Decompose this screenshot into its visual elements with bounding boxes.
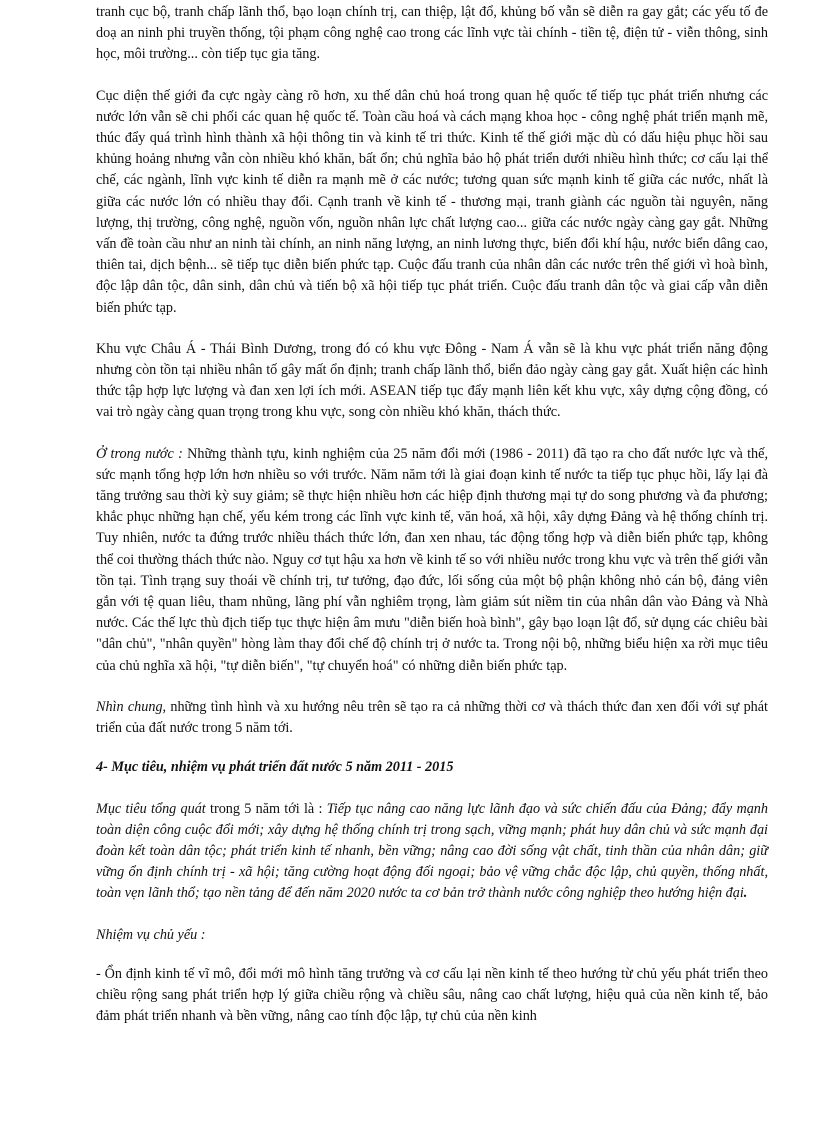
paragraph-world-situation: Cục diện thế giới đa cực ngày càng rõ hơn, xu thế dân chủ hoá trong quan hệ quốc tế tiếp tục phát triển nhưng các nước lớn vẫn sẽ chi phối các quan hệ quốc tế. Toàn cầu hoá và cách mạng khoa học - công nghệ phát triển mạnh mẽ, thúc đẩy quá trình hình thành xã hội thông tin và kinh tế tri thức. Kinh tế thế giới mặc dù có dấu hiệu phục hồi sau khủng hoảng nhưng vẫn còn nhiều khó khăn, bất ổn; chủ nghĩa bảo hộ phát triển dưới nhiều hình thức; cơ cấu lại thể chế, các ngành, lĩnh vực kinh tế diễn ra mạnh mẽ ở các nước; tương quan sức mạnh kinh tế giữa các nước, nhất là giữa các nước lớn có nhiều thay đổi. Cạnh tranh về kinh tế - thương mại, tranh giành các nguồn tài nguyên, năng lượng, thị trường, công nghệ, nguồn vốn, nguồn nhân lực chất lượng cao... giữa các nước ngày càng gay gắt. Những vấn đề toàn cầu như an ninh tài chính, an ninh năng lượng, an ninh lương thực, biến đổi khí hậu, nước biển dâng cao, thiên tai, dịch bệnh... sẽ tiếp tục diễn biến phức tạp. Cuộc đấu tranh của nhân dân các nước trên thế giới vì hoà bình, độc lập dân tộc, dân sinh, dân chủ và tiến bộ xã hội tiếp tục phát triển. Cuộc đấu tranh dân tộc và giai cấp vẫn diễn biến phức tạp. <box>96 87 768 316</box>
paragraph-summary-lead: Nhìn chung, <box>96 698 167 715</box>
paragraph-asia-pacific: Khu vực Châu Á - Thái Bình Dương, trong đó có khu vực Đông - Nam Á vẫn sẽ là khu vực phát triển năng động nhưng còn tồn tại nhiều nhân tố gây mất ổn định; tranh chấp lãnh thổ, biển đảo ngày càng gay gắt. Xuất hiện các hình thức tập hợp lực lượng và đan xen lợi ích mới. ASEAN tiếp tục đẩy mạnh liên kết khu vực, xây dựng cộng đồng, có vai trò ngày càng quan trọng trong khu vực, song còn nhiều khó khăn, thách thức. <box>96 340 768 421</box>
document-page <box>96 2 768 1047</box>
paragraph-domestic <box>96 444 768 677</box>
tasks-label: Nhiệm vụ chủ yếu : <box>96 926 206 943</box>
paragraph-summary <box>96 697 768 739</box>
general-goal-end: . <box>743 885 748 902</box>
general-goal-lead: Mục tiêu tổng quát <box>96 800 206 817</box>
paragraph-domestic-body: Những thành tựu, kinh nghiệm của 25 năm đổi mới (1986 - 2011) đã tạo ra cho đất nước lực và thế, sức mạnh tổng hợp lớn hơn nhiều so với trước. Năm năm tới là giai đoạn kinh tế nước ta tiếp tục phục hồi, lấy lại đà tăng trưởng sau thời kỳ suy giảm; sẽ thực hiện nhiều hơn các hiệp định thương mại tự do song phương và đa phương; khắc phục những hạn chế, yếu kém trong các lĩnh vực kinh tế, văn hoá, xã hội, xây dựng Đảng và hệ thống chính trị. Tuy nhiên, nước ta đứng trước nhiều thách thức lớn, đan xen nhau, tác động tổng hợp và diễn biến phức tạp, không thể coi thường thách thức nào. Nguy cơ tụt hậu xa hơn về kinh tế so với nhiều nước trong khu vực và trên thế giới vẫn tồn tại. Tình trạng suy thoái về chính trị, tư tưởng, đạo đức, lối sống của một bộ phận không nhỏ cán bộ, đảng viên gắn với tệ quan liêu, tham nhũng, lãng phí vẫn nghiêm trọng, làm giảm sút niềm tin của nhân dân vào Đảng và Nhà nước. Các thế lực thù địch tiếp tục thực hiện âm mưu "diễn biến hoà bình", gây bạo loạn lật đổ, sử dụng các chiêu bài "dân chủ", "nhân quyền" hòng làm thay đổi chế độ chính trị ở nước ta. Trong nội bộ, những biểu hiện xa rời mục tiêu của chủ nghĩa xã hội, "tự diễn biến", "tự chuyển hoá" có những diễn biến phức tạp. <box>96 445 768 674</box>
paragraph-task-1: - Ổn định kinh tế vĩ mô, đổi mới mô hình tăng trưởng và cơ cấu lại nền kinh tế theo hướng từ chủ yếu phát triển theo chiều rộng sang phát triển hợp lý giữa chiều rộng và chiều sâu, nâng cao chất lượng, hiệu quả của nền kinh tế, bảo đảm phát triển nhanh và bền vững, nâng cao tính độc lập, tự chủ của nền kinh <box>96 965 768 1025</box>
paragraph-security-threats: tranh cục bộ, tranh chấp lãnh thổ, bạo loạn chính trị, can thiệp, lật đổ, khủng bố vẫn sẽ diễn ra gay gắt; các yếu tố đe doạ an ninh phi truyền thống, tội phạm công nghệ cao trong các lĩnh vực tài chính - tiền tệ, điện tử - viễn thông, sinh học, môi trường... còn tiếp tục gia tăng. <box>96 4 768 63</box>
general-goal-mid: trong 5 năm tới là : <box>205 800 327 817</box>
paragraph-summary-body: những tình hình và xu hướng nêu trên sẽ tạo ra cả những thời cơ và thách thức đan xen đối với sự phát triển của đất nước trong 5 năm tới. <box>96 698 769 737</box>
section-heading: 4- Mục tiêu, nhiệm vụ phát triển đất nước 5 năm 2011 - 2015 <box>96 759 454 776</box>
paragraph-domestic-lead: Ở trong nước : <box>96 445 183 462</box>
general-goal-body: Tiếp tục nâng cao năng lực lãnh đạo và sức chiến đấu của Đảng; đẩy mạnh toàn diện công cuộc đổi mới; xây dựng hệ thống chính trị trong sạch, vững mạnh; phát huy dân chủ và sức mạnh đại đoàn kết toàn dân tộc; phát triển kinh tế nhanh, bền vững; nâng cao đời sống vật chất, tinh thần của nhân dân; giữ vững ổn định chính trị - xã hội; tăng cường hoạt động đối ngoại; bảo vệ vững chắc độc lập, chủ quyền, thống nhất, toàn vẹn lãnh thổ; tạo nền tảng để đến năm 2020 nước ta cơ bản trở thành nước công nghiệp theo hướng hiện đại <box>96 800 768 902</box>
paragraph-general-goal <box>96 799 768 905</box>
